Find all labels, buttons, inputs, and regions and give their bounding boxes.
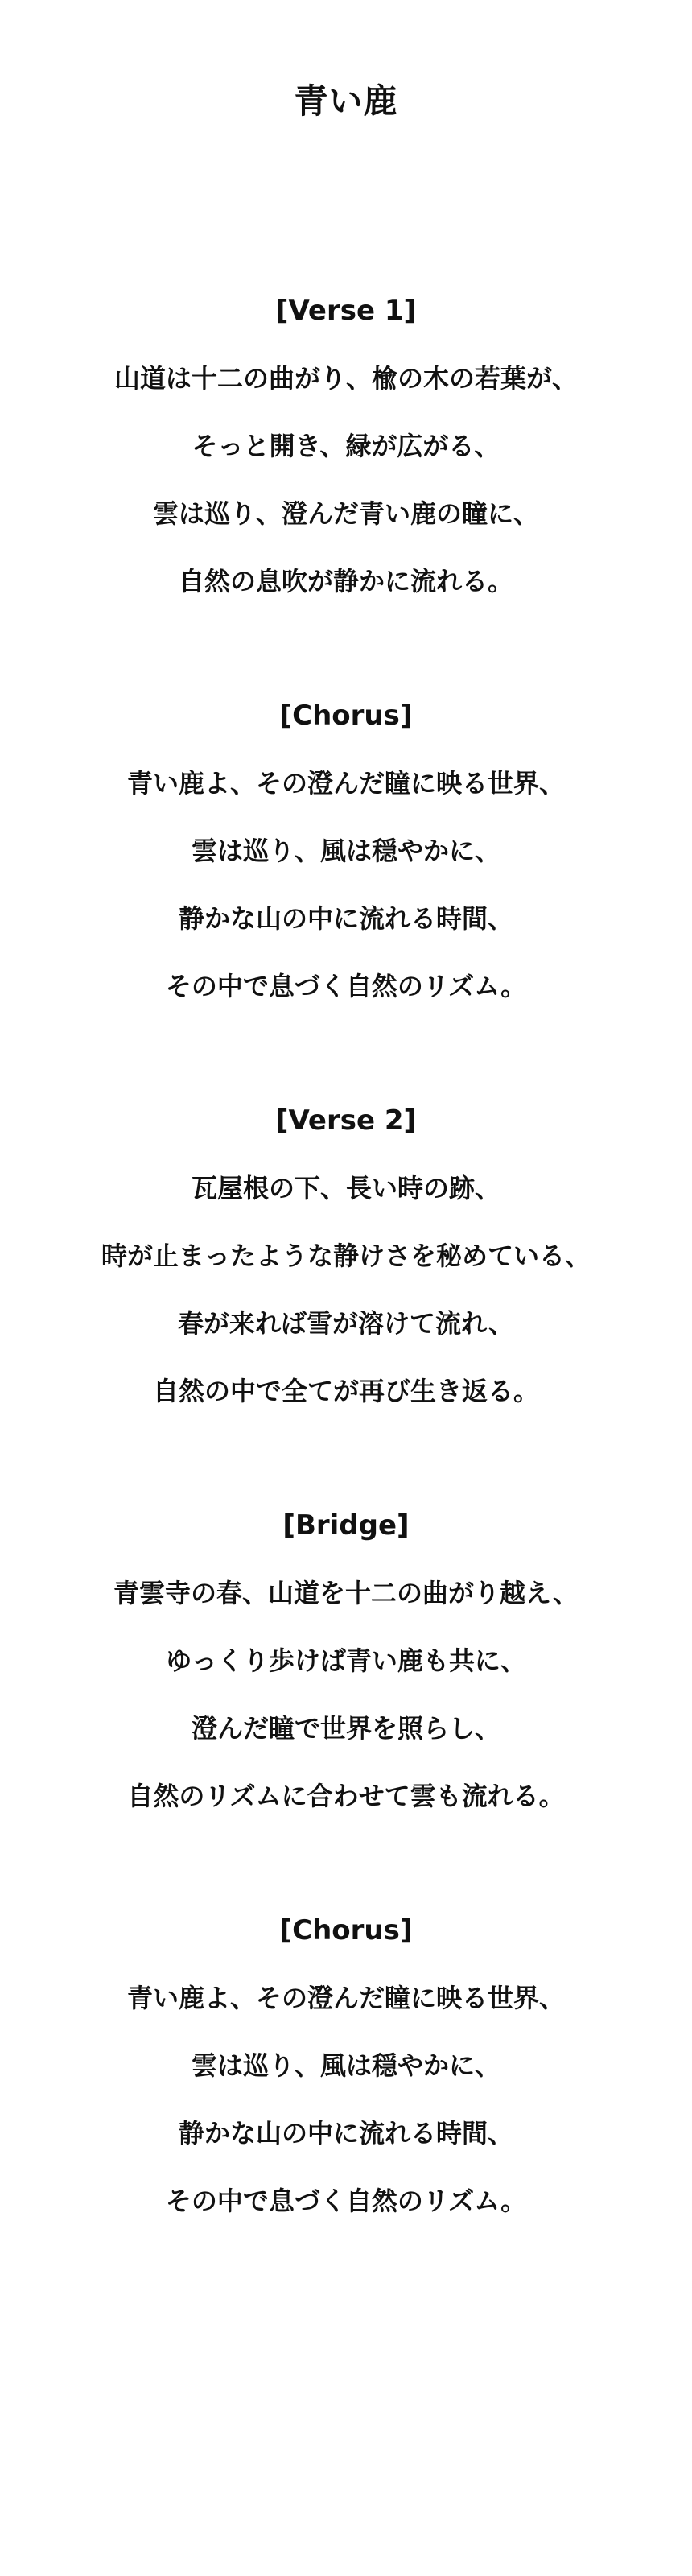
lyric-line: 時が止まったような静けさを秘めている、 — [101, 1241, 591, 1271]
lyric-line: 雲は巡り、風は穏やかに、 — [191, 836, 500, 866]
lyric-line: その中で息づく自然のリズム。 — [165, 971, 527, 1001]
section-label: [Verse 2] — [275, 1104, 417, 1137]
lyric-line: 山道は十二の曲がり、楡の木の若葉が、 — [113, 363, 578, 394]
lyric-line: 雲は巡り、澄んだ青い鹿の瞳に、 — [152, 498, 539, 529]
section-label: [Chorus] — [279, 1914, 413, 1946]
lyric-line: 澄んだ瞳で世界を照らし、 — [191, 1713, 500, 1744]
lyric-line: 青雲寺の春、山道を十二の曲がり越え、 — [113, 1578, 579, 1608]
lyric-line: 静かな山の中に流れる時間、 — [178, 903, 513, 934]
lyric-line: 雲は巡り、風は穏やかに、 — [191, 2050, 500, 2081]
lyric-line: 自然の息吹が静かに流れる。 — [178, 566, 513, 597]
lyric-line: 静かな山の中に流れる時間、 — [178, 2118, 513, 2149]
lyric-line: 青い鹿よ、その澄んだ瞳に映る世界、 — [126, 768, 565, 799]
lyric-line: 青い鹿よ、その澄んだ瞳に映る世界、 — [126, 1983, 565, 2013]
lyric-line: 自然のリズムに合わせて雲も流れる。 — [127, 1781, 565, 1811]
section-label: [Bridge] — [282, 1509, 410, 1542]
lyric-line: ゆっくり歩けば青い鹿も共に、 — [166, 1645, 526, 1676]
page-title: 青い鹿 — [294, 81, 398, 121]
section-label: [Verse 1] — [275, 295, 417, 327]
lyric-line: そっと開き、緑が広がる、 — [192, 431, 500, 461]
lyric-line: その中で息づく自然のリズム。 — [165, 2186, 527, 2216]
lyric-line: 瓦屋根の下、長い時の跡、 — [191, 1173, 500, 1203]
lyric-line: 自然の中で全てが再び生き返る。 — [152, 1376, 539, 1406]
lyric-line: 春が来れば雪が溶けて流れ、 — [178, 1308, 514, 1339]
section-label: [Chorus] — [279, 700, 413, 732]
